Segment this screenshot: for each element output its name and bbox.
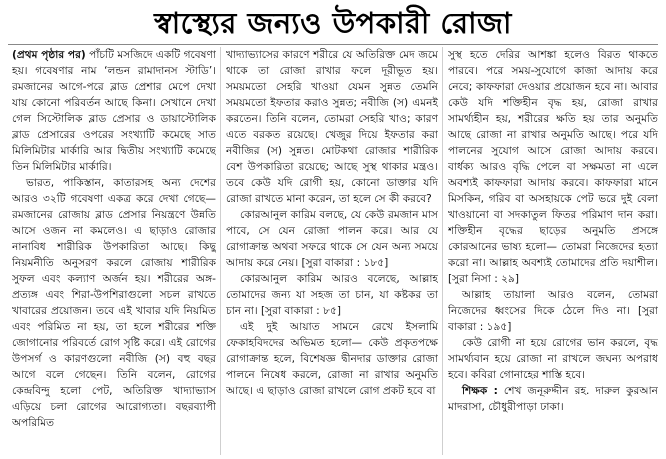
paragraph: এই দুই আয়াত সামনে রেখে ইসলামি ফেকাহবিদদের অভিমত হলো— কেউ প্রকৃতপক্ষে রোগাক্রান্ত হলে, বিশেষজ্ঞ দ্বীনদার ডাক্তার রোজা পালনে নিষেধ করলে, রোজা না রাখার অনুমতি আছে। এ ছাড়াও রোজা রাখলে রোগ প্রকট হবে বা — [226, 321, 438, 397]
author-text: শেখ জনূরুদ্দীন রহ. দারুল কুরআন মাদরাসা, চৌধুরীপাড়া ঢাকা। — [448, 385, 658, 413]
paragraph: কোরআনুল কারিম বলছে, যে কেউ রমজান মাস পাবে, সে যেন রোজা পালন করে। আর যে রোগাক্রান্ত অথবা সফরে থাকে সে যেন অন্য সময়ে আদায় করে নেয়। [সুরা বাকারা : ১৮৫] — [226, 209, 438, 269]
paragraph: সুস্থ হতে দেরির আশঙ্কা হলেও বিরত থাকতে পারবে। পরে সময়-সুযোগে কাজা আদায় করে নেবে; কাফফারা দেওয়ার প্রয়োজন হবে না। আবার কেউ যদি শক্তিহীন বৃদ্ধ হয়, রোজা রাখার সামর্থ্যহীন হয়, শরীরের ক্ষতি হয় তার অনুমতি আছে রোজা না রাখার অনুমতি আছে। পরে যদি পালনের সুযোগ আসে রোজা আদায় করবে। বার্ধক্য আরও বৃদ্ধি পেলে বা সক্ষমতা না এলে অবশ্যই কাফফারা আদায় করবে। কাফফারা মানে মিসকিন, গরিব বা অসহায়কে পেট ভরে দুই বেলা খাওয়ানো বা সদকাতুল ফিতর পরিমাণ দান করা। শক্তিহীন বৃদ্ধের ছাড়ের অনুমতি প্রসঙ্গে কোরআনের ভাষ্য হলো— তোমরা নিজেদের হত্যা করো না। আল্লাহ অবশ্যই তোমাদের প্রতি দয়াশীল। [সুরা নিসা : ২৯] — [448, 49, 658, 285]
article-column-2 — [226, 47, 438, 457]
headline-container — [0, 6, 666, 40]
article-column-3 — [448, 47, 658, 457]
article-column-1 — [12, 47, 216, 457]
author-credit — [448, 383, 658, 415]
paragraph-text: পাঁচটি মসজিদে একটি গবেষণা হয়। গবেষণার নাম ‘লন্ডন রামাদানস স্টাডি’। রমজানের আগে-পরে ব্লাড প্রেশার মেপে দেখা যায় কোনো পরিবর্তন আছে কিনা। সেখানে দেখা গেল সিস্টোলিক ব্লাড প্রেসার ও ডায়াস্টোলিক ব্লাড প্রেসারের ওপরের সংখ্যাটি কমেছে সাত মিলিমিটার মার্কারি আর দ্বিতীয় সংখ্যাটি কমেছে তিন মিলিমিটার মার্কারি। — [12, 49, 216, 173]
paragraph: কেউ রোগী না হয়ে রোগের ভান করলে, বৃদ্ধ সামর্থ্যবান হয়ে রোজা না রাখলে জঘন্য অপরাধ হবে। কবিরা গোনাহের শাস্তি হবে। — [448, 337, 658, 381]
paragraph: ভারত, পাকিস্তান, কাতারসহ অন্য দেশের আরও ৩২টি গবেষণা একত্র করে দেখা গেছে— রমজানের রোজায় ব্লাড প্রেসার নিয়ন্ত্রণে উন্নতি আসে ওজন না কমলেও। এ ছাড়াও রোজার নানাবিধ শারীরিক উপকারিতা আছে। কিছু নিয়মনীতি অনুসরণ করলে রোজায় শারীরিক সুফল এবং কল্যাণ অর্জন হয়। শরীরের অঙ্গ-প্রত্যঙ্গ এবং শিরা-উপশিরাগুলো সচল রাখতে খাবারের প্রয়োজন। তবে এই খাবার যদি নিয়মিত এবং পরিমিত না হয়, তা হলে শরীরের শক্তি জোগানোর পরিবর্তে রোগ সৃষ্টি করে। এই রোগের উপসর্গ ও কারণগুলো নবীজি (স) বহু বছর আগে বলে গেছেন। তিনি বলেন, রোগের কেন্দ্রবিন্দু হলো পেট, অতিরিক্ত খাদ্যাভ্যাস এড়িয়ে চলা রোগের আরোগ্যতা। বছরব্যাপী অপরিমিত — [12, 177, 216, 429]
paragraph — [12, 47, 216, 175]
headline-rule — [8, 44, 658, 45]
article-headline: স্বাস্থ্যের জন্যও উপকারী রোজা — [154, 6, 512, 40]
column-divider-2 — [442, 47, 443, 455]
continuation-tag: (প্রথম পৃষ্ঠার পর) — [12, 49, 86, 61]
column-divider-1 — [220, 47, 221, 455]
paragraph: খাদ্যাভ্যাসের কারণে শরীরে যে অতিরিক্ত মেদ জমে থাকে তা রোজা রাখার ফলে দূরীভূত হয়। সময়মতো সেহরি খাওয়া যেমন সুন্নত তেমনি সময়মতো ইফতার করাও সুন্নত; নবীজি (স) এমনই করতেন। তিনি বলেন, তোমরা সেহরি খাও; কারণ এতে বরকত রয়েছে। খেজুর দিয়ে ইফতার করা নবীজির (স) সুন্নত। মোটকথা রোজার শারীরিক বেশ উপকারিতা রয়েছে; আছে সুস্থ থাকার মন্ত্রও। তবে কেউ যদি রোগী হয়, কোনো ডাক্তার যদি রোজা রাখতে মানা করেন, তা হলে সে কী করবে? — [226, 49, 438, 205]
author-label: শিক্ষক : — [462, 385, 498, 397]
paragraph: আল্লাহ তায়ালা আরও বলেন, তোমরা নিজেদের ধ্বংসের দিকে ঠেলে দিও না। [সুরা বাকারা : ১৯৫] — [448, 289, 658, 333]
paragraph: কোরআনুল কারিম আরও বলেছে, আল্লাহ তোমাদের জন্য যা সহজ তা চান, যা কষ্টকর তা চান না। [সুরা বাকারা : ৮৫] — [226, 273, 438, 317]
